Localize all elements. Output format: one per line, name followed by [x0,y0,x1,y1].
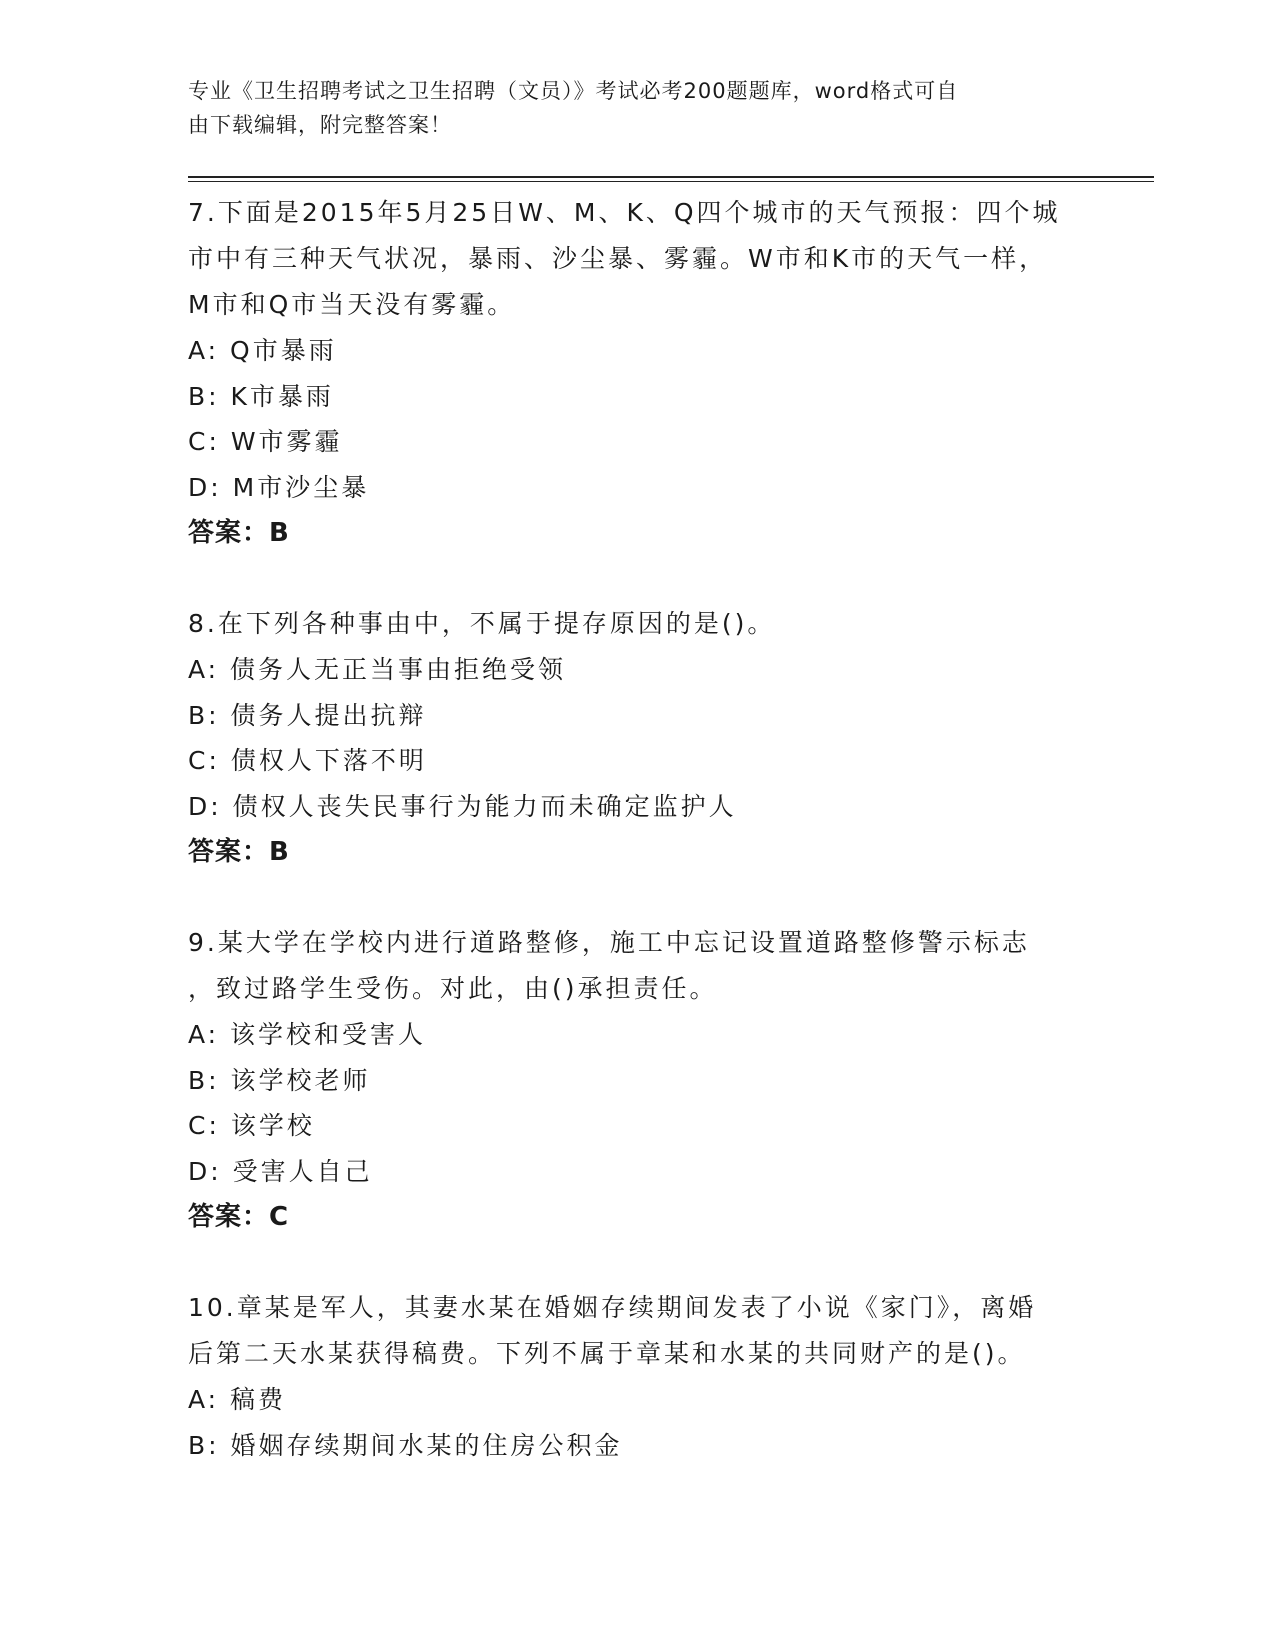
option-a: A: 稿费 [188,1385,287,1414]
document-header [188,74,1068,142]
answer-line: 答案：B [188,837,290,867]
answer-line: 答案：B [188,518,290,548]
header-line-1: 专业《卫生招聘考试之卫生招聘（文员）》考试必考200题题库，word格式可自 [188,79,959,103]
question-stem: 8.在下列各种事由中，不属于提存原因的是()。 [188,609,776,638]
option-a: A: 债务人无正当事由拒绝受领 [188,655,567,684]
option-b: B: 该学校老师 [188,1065,371,1095]
question-9 [188,920,1088,1240]
question-stem: 10.章某是军人，其妻水某在婚姻存续期间发表了小说《家门》，离婚 [188,1293,1037,1322]
option-d: D: 受害人自己 [188,1156,373,1186]
question-stem: M市和Q市当天没有雾霾。 [188,290,516,319]
question-stem: 9.某大学在学校内进行道路整修，施工中忘记设置道路整修警示标志 [188,928,1030,957]
header-divider-thin [188,181,1154,182]
question-list [188,190,1088,1513]
question-stem: 后第二天水某获得稿费。下列不属于章某和水某的共同财产的是()。 [188,1339,1026,1368]
question-10 [188,1285,1088,1468]
option-c: C: 债权人下落不明 [188,746,427,775]
header-divider-thick [188,176,1154,178]
option-a: A: Q市暴雨 [188,336,337,365]
question-8 [188,601,1088,875]
option-d: D: M市沙尘暴 [188,472,370,502]
header-line-2: 由下载编辑，附完整答案！ [188,113,452,137]
option-b: B: 婚姻存续期间水某的住房公积金 [188,1430,623,1460]
option-c: C: W市雾霾 [188,427,343,456]
question-stem: ，致过路学生受伤。对此，由()承担责任。 [188,974,718,1003]
option-b: B: 债务人提出抗辩 [188,700,427,730]
option-a: A: 该学校和受害人 [188,1020,427,1049]
option-b: B: K市暴雨 [188,381,334,411]
question-stem: 市中有三种天气状况，暴雨、沙尘暴、雾霾。W市和K市的天气一样， [188,244,1048,273]
option-c: C: 该学校 [188,1111,315,1140]
question-stem: 7.下面是2015年5月25日W、M、K、Q四个城市的天气预报：四个城 [188,198,1061,227]
question-7 [188,190,1088,556]
answer-line: 答案：C [188,1202,290,1232]
option-d: D: 债权人丧失民事行为能力而未确定监护人 [188,791,737,821]
